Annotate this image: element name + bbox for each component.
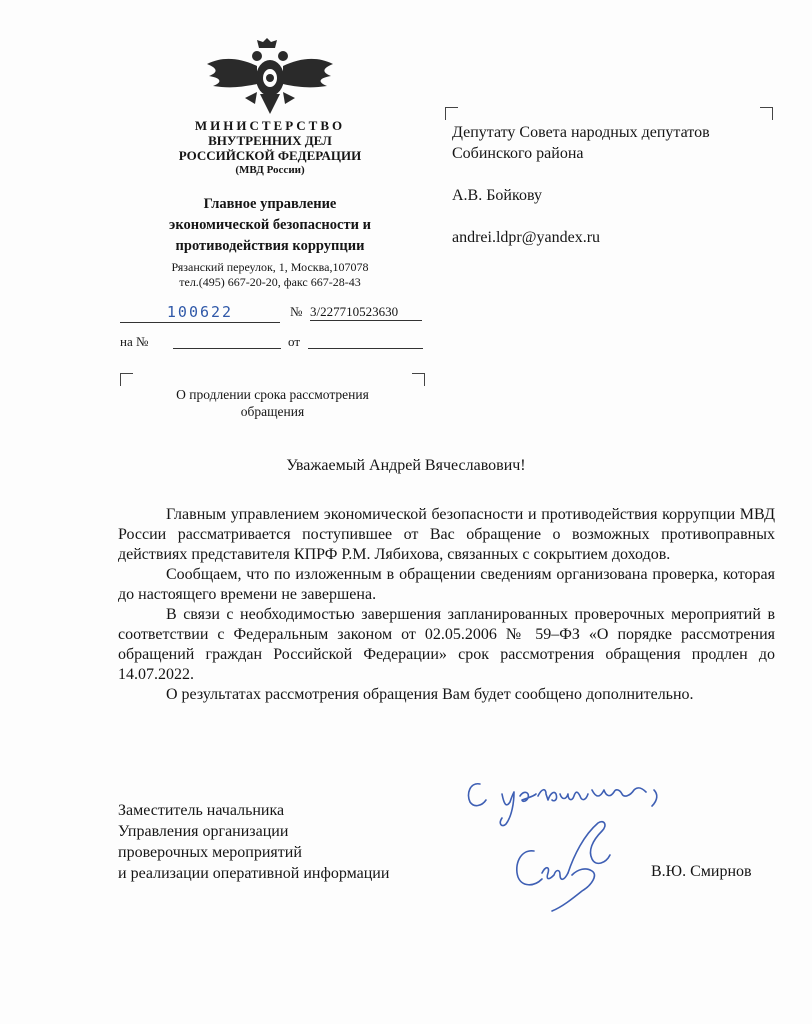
recipient-title: Депутату Совета народных депутатов [452,124,710,141]
salutation: Уважаемый Андрей Вячеславович! [286,457,526,474]
position-line: Управления организации [118,823,289,840]
position-line: Заместитель начальника [118,802,285,819]
ministry-line: ВНУТРЕННИХ ДЕЛ [208,133,332,148]
reply-number-blank [173,348,281,349]
recipient-district: Собинского района [452,145,584,162]
reply-date-blank [308,348,423,349]
ministry-abbr: (МВД России) [235,164,305,176]
mvd-emblem-icon [205,38,335,118]
recipient-name: А.В. Бойкову [452,187,542,204]
date-stamp: 100622 [166,303,234,321]
department-line: Главное управление [203,196,337,212]
letter-body [118,505,775,705]
department-line: экономической безопасности и [169,217,371,233]
department-line: противодействия коррупции [175,238,365,254]
signer-name: В.Ю. Смирнов [651,863,752,880]
handwritten-signature [512,815,622,925]
bracket-corner [760,107,773,120]
letter-subject: О продлении срока рассмотрения обращения [176,387,369,419]
from-label: от [288,334,301,349]
ministry-name [130,118,410,178]
position-line: и реализации оперативной информации [118,865,390,882]
body-paragraph: О результатах рассмотрения обращения Вам будет сообщено дополнительно. [166,686,694,703]
bracket-corner [412,373,425,386]
date-field [120,303,280,323]
body-paragraph: Главным управлением экономической безопасности и противодействия коррупции МВД России рассматривается поступившее от Вас обращение о возможных противоправных действиях представителя КПРФ Р.М. Лябихова, связанных с сокрытием доходов. [118,506,775,563]
outgoing-number: 3/227710523630 [310,304,422,321]
body-paragraph: В связи с необходимостью завершения запланированных проверочных мероприятий в соответствии с Федеральным законом от 02.05.2006 № 59–ФЗ «О порядке рассмотрения обращений граждан Российской Федерации» срок рассмотрения обращения продлен до 14.07.2022. [118,606,775,683]
bracket-corner [120,373,133,386]
recipient-email: andrei.ldpr@yandex.ru [452,229,601,246]
recipient-block [452,122,710,248]
reply-label: на № [120,334,149,349]
signer-position [118,800,389,884]
ministry-line: РОССИЙСКОЙ ФЕДЕРАЦИИ [178,148,362,163]
ministry-line: МИНИСТЕРСТВО [194,118,346,133]
department-name [130,194,410,257]
position-line: проверочных мероприятий [118,844,302,861]
bracket-corner [445,107,458,120]
contacts: тел.(495) 667-20-20, факс 667-28-43 [179,275,361,289]
number-label: № [290,304,303,319]
address-block [130,260,410,290]
address: Рязанский переулок, 1, Москва,107078 [171,260,369,274]
body-paragraph: Сообщаем, что по изложенным в обращении сведениям организована проверка, которая до настоящего времени не завершена. [118,566,775,603]
